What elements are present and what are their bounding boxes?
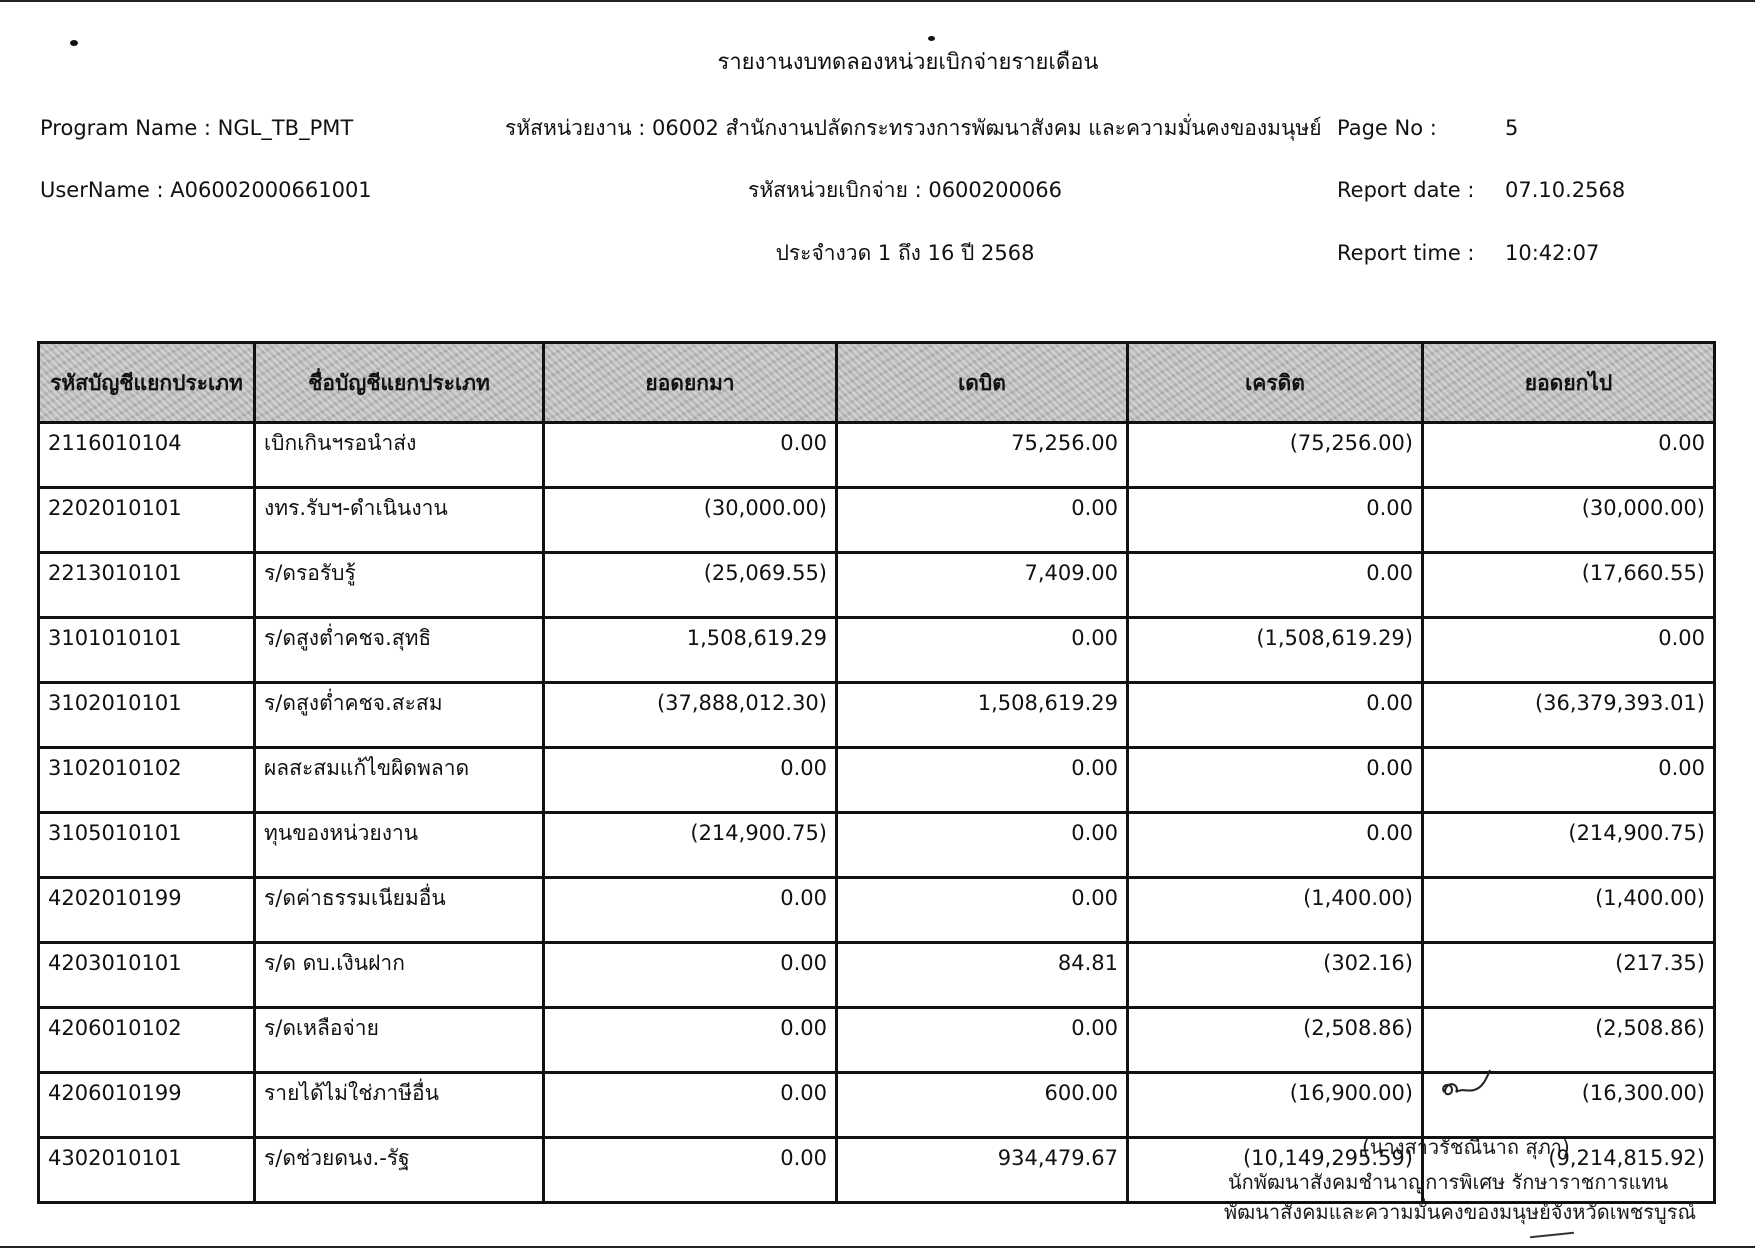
carried-forward-cell: 0.00 <box>1423 423 1715 488</box>
brought-forward-cell: 1,508,619.29 <box>544 618 837 683</box>
carried-forward-cell: (214,900.75) <box>1423 813 1715 878</box>
brought-forward-cell: 0.00 <box>544 1008 837 1073</box>
signatory-position-line2: พัฒนาสังคมและความมั่นคงของมนุษย์จังหวัดเพชรบูรณ์ <box>1224 1200 1697 1224</box>
carried-forward-cell: (17,660.55) <box>1423 553 1715 618</box>
table-header-row <box>39 343 1715 423</box>
debit-cell: 84.81 <box>837 943 1128 1008</box>
carried-forward-cell: (36,379,393.01) <box>1423 683 1715 748</box>
page-bottom-border <box>0 1246 1755 1248</box>
page-top-border <box>0 0 1755 2</box>
unit-code: รหัสหน่วยงาน : 06002 สำนักงานปลัดกระทรวงการพัฒนาสังคม และความมั่นคงของมนุษย์ <box>505 116 1322 140</box>
account-name-cell: ร/ดสูงต่ำคชจ.สุทธิ <box>255 618 544 683</box>
page-no-value: 5 <box>1505 116 1519 140</box>
carried-forward-cell: 0.00 <box>1423 748 1715 813</box>
credit-cell: 0.00 <box>1128 813 1423 878</box>
account-code-cell: 2202010101 <box>39 488 255 553</box>
report-time-value: 10:42:07 <box>1505 241 1600 265</box>
brought-forward-cell: 0.00 <box>544 423 837 488</box>
program-name: Program Name : NGL_TB_PMT <box>40 116 354 140</box>
brought-forward-cell: 0.00 <box>544 878 837 943</box>
carried-forward-cell: (1,400.00) <box>1423 878 1715 943</box>
carried-forward-cell: (16,300.00) <box>1423 1073 1715 1138</box>
debit-cell: 0.00 <box>837 878 1128 943</box>
debit-cell: 934,479.67 <box>837 1138 1128 1203</box>
brought-forward-cell: 0.00 <box>544 1073 837 1138</box>
table-row <box>39 618 1715 683</box>
debit-cell: 7,409.00 <box>837 553 1128 618</box>
credit-cell: 0.00 <box>1128 748 1423 813</box>
account-name-cell: ทุนของหน่วยงาน <box>255 813 544 878</box>
account-name-cell: ร/ดรอรับรู้ <box>255 553 544 618</box>
account-code-cell: 4302010101 <box>39 1138 255 1203</box>
signature-underline <box>1530 1232 1574 1239</box>
table-row <box>39 878 1715 943</box>
brought-forward-cell: (37,888,012.30) <box>544 683 837 748</box>
carried-forward-cell: 0.00 <box>1423 618 1715 683</box>
table-row <box>39 488 1715 553</box>
account-name-cell: ร/ดสูงต่ำคชจ.สะสม <box>255 683 544 748</box>
credit-cell: 0.00 <box>1128 553 1423 618</box>
account-name-cell: ร/ด ดบ.เงินฝาก <box>255 943 544 1008</box>
brought-forward-cell: (25,069.55) <box>544 553 837 618</box>
carried-forward-cell: (30,000.00) <box>1423 488 1715 553</box>
column-header-debit: เดบิต <box>837 343 1128 423</box>
report-date-value: 07.10.2568 <box>1505 178 1626 202</box>
account-name-cell: รายได้ไม่ใช่ภาษีอื่น <box>255 1073 544 1138</box>
signatory-position-line1: นักพัฒนาสังคมชำนาญการพิเศษ รักษาราชการแทน <box>1228 1170 1669 1194</box>
debit-cell: 600.00 <box>837 1073 1128 1138</box>
credit-cell: (1,508,619.29) <box>1128 618 1423 683</box>
brought-forward-cell: 0.00 <box>544 943 837 1008</box>
account-code-cell: 3105010101 <box>39 813 255 878</box>
signatory-name: (นางสาวรัชณีนาถ สุภา) <box>1362 1135 1570 1159</box>
report-period: ประจำงวด 1 ถึง 16 ปี 2568 <box>775 241 1035 265</box>
signature-mark <box>1438 1062 1498 1102</box>
account-code-cell: 4202010199 <box>39 878 255 943</box>
table-row <box>39 943 1715 1008</box>
report-title: รายงานงบทดลองหน่วยเบิกจ่ายรายเดือน <box>717 50 1099 75</box>
account-code-cell: 2116010104 <box>39 423 255 488</box>
credit-cell: (302.16) <box>1128 943 1423 1008</box>
report-date-label: Report date : <box>1337 178 1475 202</box>
table-row <box>39 683 1715 748</box>
debit-cell: 0.00 <box>837 813 1128 878</box>
credit-cell: (1,400.00) <box>1128 878 1423 943</box>
account-name-cell: ผลสะสมแก้ไขผิดพลาด <box>255 748 544 813</box>
scan-speck <box>70 40 78 46</box>
credit-cell: (16,900.00) <box>1128 1073 1423 1138</box>
username: UserName : A06002000661001 <box>40 178 372 202</box>
table-row <box>39 748 1715 813</box>
debit-cell: 1,508,619.29 <box>837 683 1128 748</box>
account-code-cell: 3102010102 <box>39 748 255 813</box>
debit-cell: 75,256.00 <box>837 423 1128 488</box>
account-code-cell: 4206010102 <box>39 1008 255 1073</box>
account-code-cell: 4206010199 <box>39 1073 255 1138</box>
account-code-cell: 4203010101 <box>39 943 255 1008</box>
account-code-cell: 2213010101 <box>39 553 255 618</box>
disbursement-unit: รหัสหน่วยเบิกจ่าย : 0600200066 <box>748 178 1062 202</box>
column-header-credit: เครดิต <box>1128 343 1423 423</box>
brought-forward-cell: (30,000.00) <box>544 488 837 553</box>
debit-cell: 0.00 <box>837 488 1128 553</box>
debit-cell: 0.00 <box>837 1008 1128 1073</box>
account-name-cell: ร/ดช่วยดนง.-รัฐ <box>255 1138 544 1203</box>
page-no-label: Page No : <box>1337 116 1437 140</box>
column-header-brought-forward: ยอดยกมา <box>544 343 837 423</box>
brought-forward-cell: (214,900.75) <box>544 813 837 878</box>
account-code-cell: 3101010101 <box>39 618 255 683</box>
account-name-cell: ร/ดเหลือจ่าย <box>255 1008 544 1073</box>
report-time-label: Report time : <box>1337 241 1475 265</box>
credit-cell: 0.00 <box>1128 683 1423 748</box>
credit-cell: 0.00 <box>1128 488 1423 553</box>
column-header-account-code: รหัสบัญชีแยกประเภท <box>39 343 255 423</box>
carried-forward-cell: (9,214,815.92) <box>1423 1138 1715 1203</box>
account-name-cell: งทร.รับฯ-ดำเนินงาน <box>255 488 544 553</box>
debit-cell: 0.00 <box>837 748 1128 813</box>
brought-forward-cell: 0.00 <box>544 748 837 813</box>
brought-forward-cell: 0.00 <box>544 1138 837 1203</box>
carried-forward-cell: (2,508.86) <box>1423 1008 1715 1073</box>
scan-speck <box>928 36 935 41</box>
column-header-account-name: ชื่อบัญชีแยกประเภท <box>255 343 544 423</box>
credit-cell: (10,149,295.59) <box>1128 1138 1423 1203</box>
credit-cell: (75,256.00) <box>1128 423 1423 488</box>
carried-forward-cell: (217.35) <box>1423 943 1715 1008</box>
debit-cell: 0.00 <box>837 618 1128 683</box>
account-name-cell: ร/ดค่าธรรมเนียมอื่น <box>255 878 544 943</box>
column-header-carried-forward: ยอดยกไป <box>1423 343 1715 423</box>
table-row <box>39 553 1715 618</box>
table-row <box>39 813 1715 878</box>
account-name-cell: เบิกเกินฯรอนำส่ง <box>255 423 544 488</box>
table-row <box>39 423 1715 488</box>
credit-cell: (2,508.86) <box>1128 1008 1423 1073</box>
account-code-cell: 3102010101 <box>39 683 255 748</box>
